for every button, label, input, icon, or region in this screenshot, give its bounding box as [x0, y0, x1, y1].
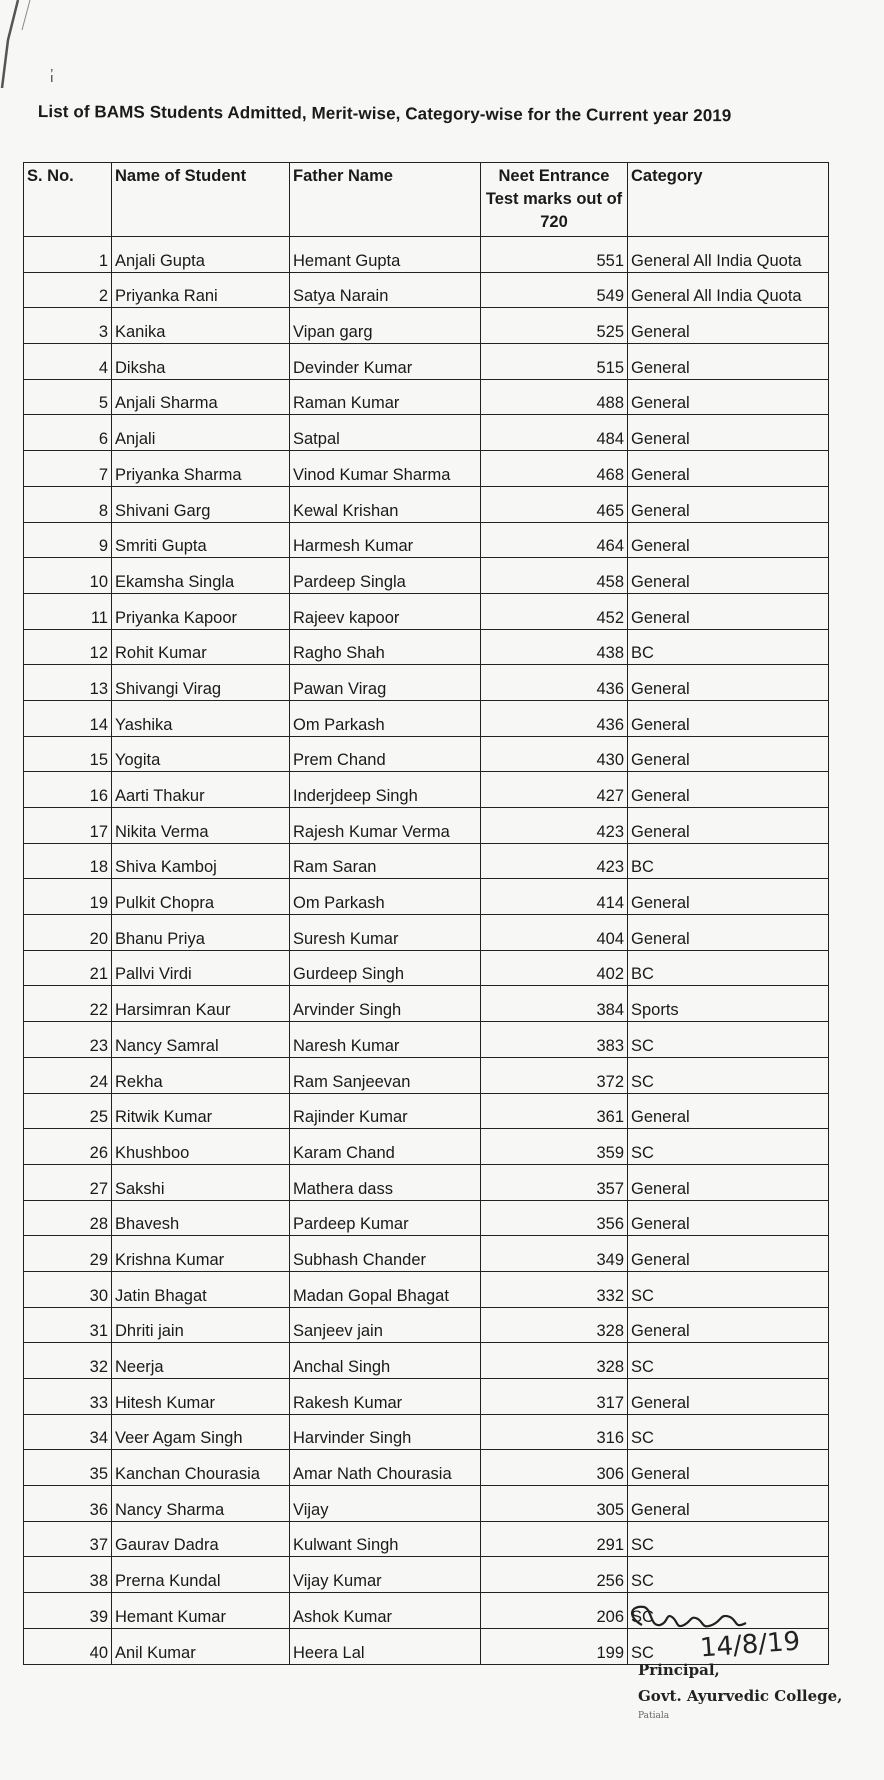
- cell-category: General: [628, 1093, 829, 1129]
- cell-category: SC: [628, 1593, 829, 1629]
- table-row: [24, 1057, 829, 1093]
- cell-student-name: Sakshi: [112, 1164, 290, 1200]
- cell-sno: 34: [24, 1414, 112, 1450]
- cell-student-name: Krishna Kumar: [112, 1236, 290, 1272]
- cell-neet-marks: 316: [481, 1414, 628, 1450]
- cell-category: SC: [628, 1129, 829, 1165]
- cell-father-name: Vijay Kumar: [290, 1557, 481, 1593]
- header-student-name: Name of Student: [112, 163, 290, 237]
- cell-category: General: [628, 736, 829, 772]
- cell-category: General: [628, 308, 829, 344]
- cell-category: General: [628, 700, 829, 736]
- cell-neet-marks: 414: [481, 879, 628, 915]
- cell-neet-marks: 430: [481, 736, 628, 772]
- cell-category: General: [628, 915, 829, 951]
- cell-neet-marks: 332: [481, 1271, 628, 1307]
- table-row: [24, 986, 829, 1022]
- cell-sno: 33: [24, 1379, 112, 1415]
- cell-neet-marks: 328: [481, 1307, 628, 1343]
- signature-city: Patiala: [638, 1711, 670, 1721]
- cell-student-name: Priyanka Rani: [112, 272, 290, 308]
- table-row: [24, 1271, 829, 1307]
- cell-sno: 18: [24, 843, 112, 879]
- cell-sno: 8: [24, 486, 112, 522]
- table-header-row: [24, 163, 829, 237]
- cell-neet-marks: 464: [481, 522, 628, 558]
- cell-student-name: Gaurav Dadra: [112, 1521, 290, 1557]
- cell-father-name: Inderjdeep Singh: [290, 772, 481, 808]
- cell-father-name: Hemant Gupta: [290, 237, 481, 273]
- cell-category: General: [628, 1450, 829, 1486]
- cell-neet-marks: 551: [481, 237, 628, 273]
- cell-student-name: Pallvi Virdi: [112, 950, 290, 986]
- cell-sno: 19: [24, 879, 112, 915]
- header-sno: S. No.: [24, 163, 112, 237]
- cell-student-name: Shivani Garg: [112, 486, 290, 522]
- cell-sno: 40: [24, 1628, 112, 1664]
- cell-student-name: Ekamsha Singla: [112, 558, 290, 594]
- cell-student-name: Priyanka Sharma: [112, 451, 290, 487]
- cell-category: General: [628, 772, 829, 808]
- header-neet-marks: Neet Entrance Test marks out of 720: [481, 163, 628, 237]
- page-fold-mark: [0, 0, 40, 90]
- cell-category: SC: [628, 1057, 829, 1093]
- cell-student-name: Pulkit Chopra: [112, 879, 290, 915]
- cell-student-name: Shivangi Virag: [112, 665, 290, 701]
- cell-sno: 37: [24, 1521, 112, 1557]
- cell-student-name: Kanchan Chourasia: [112, 1450, 290, 1486]
- cell-neet-marks: 438: [481, 629, 628, 665]
- table-row: [24, 1521, 829, 1557]
- cell-student-name: Priyanka Kapoor: [112, 593, 290, 629]
- cell-category: General: [628, 1379, 829, 1415]
- table-row: [24, 1236, 829, 1272]
- cell-neet-marks: 199: [481, 1628, 628, 1664]
- cell-neet-marks: 206: [481, 1593, 628, 1629]
- cell-father-name: Om Parkash: [290, 879, 481, 915]
- cell-category: General: [628, 1164, 829, 1200]
- cell-neet-marks: 484: [481, 415, 628, 451]
- cell-student-name: Ritwik Kumar: [112, 1093, 290, 1129]
- principal-signature-block: [600, 1625, 884, 1780]
- cell-neet-marks: 357: [481, 1164, 628, 1200]
- cell-student-name: Jatin Bhagat: [112, 1271, 290, 1307]
- cell-father-name: Rajeev kapoor: [290, 593, 481, 629]
- cell-student-name: Anil Kumar: [112, 1628, 290, 1664]
- cell-father-name: Ragho Shah: [290, 629, 481, 665]
- table-row: [24, 1379, 829, 1415]
- cell-father-name: Rajinder Kumar: [290, 1093, 481, 1129]
- cell-sno: 3: [24, 308, 112, 344]
- cell-sno: 5: [24, 379, 112, 415]
- cell-neet-marks: 404: [481, 915, 628, 951]
- table-row: [24, 1200, 829, 1236]
- cell-student-name: Neerja: [112, 1343, 290, 1379]
- cell-category: General: [628, 451, 829, 487]
- cell-student-name: Smriti Gupta: [112, 522, 290, 558]
- cell-sno: 32: [24, 1343, 112, 1379]
- cell-father-name: Rakesh Kumar: [290, 1379, 481, 1415]
- cell-sno: 36: [24, 1486, 112, 1522]
- cell-student-name: Shiva Kamboj: [112, 843, 290, 879]
- table-body: [24, 237, 829, 1665]
- cell-neet-marks: 515: [481, 344, 628, 380]
- cell-sno: 31: [24, 1307, 112, 1343]
- table-row: [24, 486, 829, 522]
- cell-father-name: Ashok Kumar: [290, 1593, 481, 1629]
- cell-category: General: [628, 1200, 829, 1236]
- cell-neet-marks: 465: [481, 486, 628, 522]
- cell-student-name: Diksha: [112, 344, 290, 380]
- cell-father-name: Rajesh Kumar Verma: [290, 808, 481, 844]
- cell-father-name: Satpal: [290, 415, 481, 451]
- table-row: [24, 1414, 829, 1450]
- table-row: [24, 308, 829, 344]
- cell-father-name: Prem Chand: [290, 736, 481, 772]
- cell-category: General All India Quota: [628, 237, 829, 273]
- table-row: [24, 558, 829, 594]
- cell-student-name: Nancy Samral: [112, 1022, 290, 1058]
- cell-student-name: Yogita: [112, 736, 290, 772]
- cell-student-name: Bhavesh: [112, 1200, 290, 1236]
- table-row: [24, 700, 829, 736]
- cell-neet-marks: 488: [481, 379, 628, 415]
- cell-sno: 25: [24, 1093, 112, 1129]
- cell-neet-marks: 305: [481, 1486, 628, 1522]
- cell-sno: 2: [24, 272, 112, 308]
- table-row: [24, 808, 829, 844]
- cell-student-name: Anjali Gupta: [112, 237, 290, 273]
- cell-neet-marks: 402: [481, 950, 628, 986]
- table-row: [24, 1307, 829, 1343]
- cell-category: General: [628, 593, 829, 629]
- cell-category: SC: [628, 1628, 829, 1664]
- signature-college: Govt. Ayurvedic College,: [638, 1687, 843, 1705]
- cell-student-name: Yashika: [112, 700, 290, 736]
- cell-father-name: Kulwant Singh: [290, 1521, 481, 1557]
- cell-father-name: Pawan Virag: [290, 665, 481, 701]
- cell-category: General: [628, 665, 829, 701]
- cell-father-name: Suresh Kumar: [290, 915, 481, 951]
- cell-sno: 10: [24, 558, 112, 594]
- table-row: [24, 1093, 829, 1129]
- table-row: [24, 772, 829, 808]
- cell-sno: 1: [24, 237, 112, 273]
- document-title: List of BAMS Students Admitted, Merit-wise, Category-wise for the Current year 2019: [37, 102, 732, 126]
- table-row: [24, 843, 829, 879]
- table-row: [24, 237, 829, 273]
- table-row: [24, 272, 829, 308]
- header-category: Category: [628, 163, 829, 237]
- cell-neet-marks: 356: [481, 1200, 628, 1236]
- table-row: [24, 629, 829, 665]
- signature-principal: Principal,: [638, 1661, 720, 1679]
- cell-sno: 27: [24, 1164, 112, 1200]
- cell-father-name: Madan Gopal Bhagat: [290, 1271, 481, 1307]
- cell-student-name: Dhriti jain: [112, 1307, 290, 1343]
- cell-student-name: Aarti Thakur: [112, 772, 290, 808]
- cell-student-name: Anjali Sharma: [112, 379, 290, 415]
- cell-category: SC: [628, 1022, 829, 1058]
- cell-neet-marks: 384: [481, 986, 628, 1022]
- cell-father-name: Harmesh Kumar: [290, 522, 481, 558]
- table-row: [24, 950, 829, 986]
- cell-father-name: Vipan garg: [290, 308, 481, 344]
- cell-category: General All India Quota: [628, 272, 829, 308]
- signature-date: 14/8/19: [699, 1626, 802, 1664]
- cell-sno: 7: [24, 451, 112, 487]
- cell-neet-marks: 468: [481, 451, 628, 487]
- cell-neet-marks: 361: [481, 1093, 628, 1129]
- cell-student-name: Harsimran Kaur: [112, 986, 290, 1022]
- cell-father-name: Arvinder Singh: [290, 986, 481, 1022]
- cell-sno: 17: [24, 808, 112, 844]
- cell-father-name: Ram Saran: [290, 843, 481, 879]
- table-row: [24, 415, 829, 451]
- cell-sno: 39: [24, 1593, 112, 1629]
- cell-category: General: [628, 344, 829, 380]
- cell-sno: 11: [24, 593, 112, 629]
- cell-father-name: Sanjeev jain: [290, 1307, 481, 1343]
- cell-neet-marks: 423: [481, 843, 628, 879]
- table-row: [24, 593, 829, 629]
- cell-father-name: Raman Kumar: [290, 379, 481, 415]
- cell-category: SC: [628, 1557, 829, 1593]
- cell-category: BC: [628, 843, 829, 879]
- cell-sno: 15: [24, 736, 112, 772]
- cell-sno: 26: [24, 1129, 112, 1165]
- cell-father-name: Pardeep Singla: [290, 558, 481, 594]
- cell-sno: 14: [24, 700, 112, 736]
- cell-category: SC: [628, 1343, 829, 1379]
- cell-father-name: Gurdeep Singh: [290, 950, 481, 986]
- cell-neet-marks: 436: [481, 700, 628, 736]
- cell-sno: 23: [24, 1022, 112, 1058]
- cell-sno: 38: [24, 1557, 112, 1593]
- cell-category: General: [628, 1307, 829, 1343]
- cell-father-name: Heera Lal: [290, 1628, 481, 1664]
- table-row: [24, 665, 829, 701]
- cell-category: SC: [628, 1271, 829, 1307]
- cell-sno: 24: [24, 1057, 112, 1093]
- cell-student-name: Rekha: [112, 1057, 290, 1093]
- cell-neet-marks: 306: [481, 1450, 628, 1486]
- cell-father-name: Subhash Chander: [290, 1236, 481, 1272]
- table-row: [24, 736, 829, 772]
- cell-student-name: Nikita Verma: [112, 808, 290, 844]
- cell-neet-marks: 372: [481, 1057, 628, 1093]
- header-father-name: Father Name: [290, 163, 481, 237]
- table-row: [24, 915, 829, 951]
- cell-student-name: Anjali: [112, 415, 290, 451]
- cell-father-name: Ram Sanjeevan: [290, 1057, 481, 1093]
- cell-neet-marks: 349: [481, 1236, 628, 1272]
- table-row: [24, 451, 829, 487]
- cell-student-name: Veer Agam Singh: [112, 1414, 290, 1450]
- cell-category: BC: [628, 950, 829, 986]
- cell-category: General: [628, 1486, 829, 1522]
- cell-sno: 29: [24, 1236, 112, 1272]
- table-row: [24, 1129, 829, 1165]
- table-row: [24, 1486, 829, 1522]
- cell-category: SC: [628, 1521, 829, 1557]
- cell-sno: 22: [24, 986, 112, 1022]
- cell-father-name: Pardeep Kumar: [290, 1200, 481, 1236]
- cell-sno: 9: [24, 522, 112, 558]
- cell-student-name: Hitesh Kumar: [112, 1379, 290, 1415]
- table-row: [24, 1450, 829, 1486]
- cell-category: General: [628, 808, 829, 844]
- cell-father-name: Harvinder Singh: [290, 1414, 481, 1450]
- cell-sno: 21: [24, 950, 112, 986]
- cell-student-name: Hemant Kumar: [112, 1593, 290, 1629]
- cell-neet-marks: 525: [481, 308, 628, 344]
- cell-neet-marks: 452: [481, 593, 628, 629]
- cell-sno: 4: [24, 344, 112, 380]
- table-row: [24, 344, 829, 380]
- cell-category: Sports: [628, 986, 829, 1022]
- cell-neet-marks: 458: [481, 558, 628, 594]
- cell-sno: 28: [24, 1200, 112, 1236]
- cell-student-name: Rohit Kumar: [112, 629, 290, 665]
- cell-neet-marks: 359: [481, 1129, 628, 1165]
- cell-father-name: Anchal Singh: [290, 1343, 481, 1379]
- cell-neet-marks: 317: [481, 1379, 628, 1415]
- cell-category: General: [628, 415, 829, 451]
- cell-neet-marks: 436: [481, 665, 628, 701]
- cell-sno: 35: [24, 1450, 112, 1486]
- cell-sno: 16: [24, 772, 112, 808]
- table-row: [24, 1343, 829, 1379]
- table-row: [24, 522, 829, 558]
- cell-category: General: [628, 879, 829, 915]
- table-row: [24, 1022, 829, 1058]
- cell-sno: 30: [24, 1271, 112, 1307]
- cell-neet-marks: 427: [481, 772, 628, 808]
- cell-sno: 13: [24, 665, 112, 701]
- cell-father-name: Mathera dass: [290, 1164, 481, 1200]
- cell-category: General: [628, 1236, 829, 1272]
- cell-father-name: Satya Narain: [290, 272, 481, 308]
- cell-neet-marks: 256: [481, 1557, 628, 1593]
- table-row: [24, 879, 829, 915]
- cell-father-name: Devinder Kumar: [290, 344, 481, 380]
- table-row: [24, 1164, 829, 1200]
- cell-sno: 20: [24, 915, 112, 951]
- cell-father-name: Om Parkash: [290, 700, 481, 736]
- cell-category: BC: [628, 629, 829, 665]
- cell-student-name: Bhanu Priya: [112, 915, 290, 951]
- cell-father-name: Kewal Krishan: [290, 486, 481, 522]
- cell-category: General: [628, 522, 829, 558]
- cell-father-name: Vinod Kumar Sharma: [290, 451, 481, 487]
- cell-father-name: Naresh Kumar: [290, 1022, 481, 1058]
- table-row: [24, 379, 829, 415]
- cell-father-name: Vijay: [290, 1486, 481, 1522]
- cell-student-name: Kanika: [112, 308, 290, 344]
- cell-category: General: [628, 486, 829, 522]
- stray-mark: ı̓: [50, 70, 54, 85]
- cell-category: General: [628, 558, 829, 594]
- merit-list-table: [23, 162, 829, 1665]
- cell-neet-marks: 423: [481, 808, 628, 844]
- cell-neet-marks: 549: [481, 272, 628, 308]
- cell-father-name: Karam Chand: [290, 1129, 481, 1165]
- cell-student-name: Prerna Kundal: [112, 1557, 290, 1593]
- cell-sno: 12: [24, 629, 112, 665]
- cell-student-name: Khushboo: [112, 1129, 290, 1165]
- cell-neet-marks: 383: [481, 1022, 628, 1058]
- cell-student-name: Nancy Sharma: [112, 1486, 290, 1522]
- cell-category: General: [628, 379, 829, 415]
- cell-sno: 6: [24, 415, 112, 451]
- cell-neet-marks: 291: [481, 1521, 628, 1557]
- cell-category: SC: [628, 1414, 829, 1450]
- cell-father-name: Amar Nath Chourasia: [290, 1450, 481, 1486]
- table-row: [24, 1557, 829, 1593]
- cell-neet-marks: 328: [481, 1343, 628, 1379]
